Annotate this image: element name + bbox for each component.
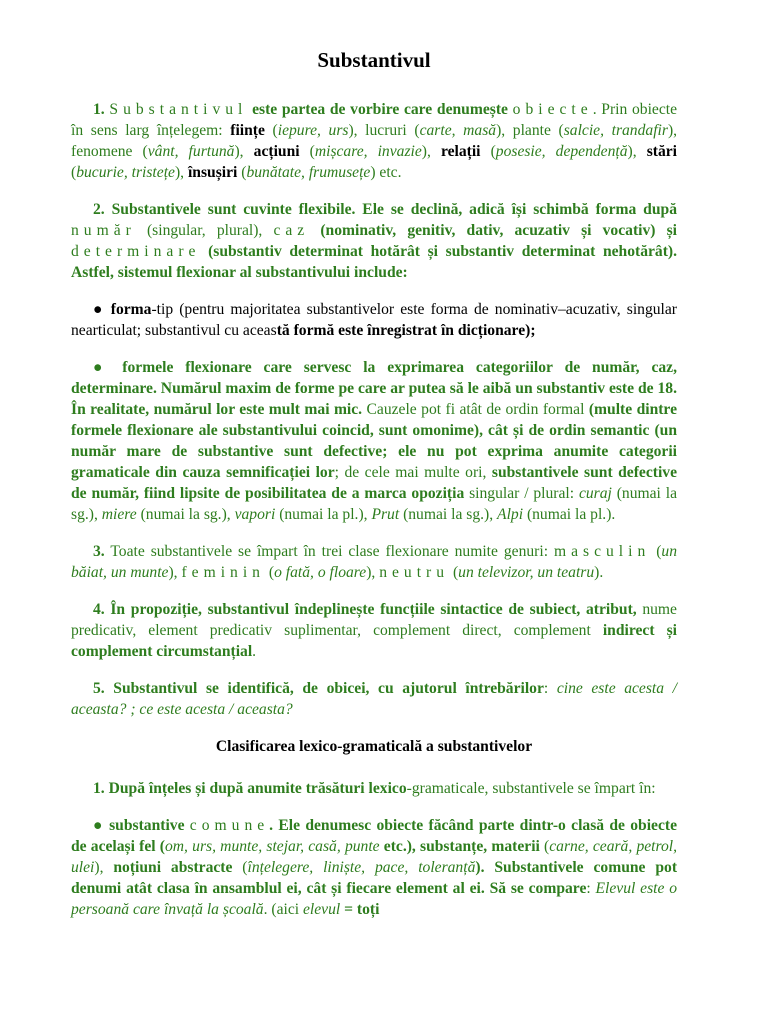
item-number: 1. — [93, 780, 105, 797]
paragraph-3: ● forma-tip (pentru majoritatea substantivelor este forma de nominativ–acuzativ, singular nearticulat; substantivul cu această formă este înregistrat în dicționare); — [71, 301, 677, 339]
term-feminin: feminin — [181, 564, 265, 581]
term-forma: forma — [110, 301, 152, 318]
item-number: 3. — [93, 543, 105, 560]
section-subtitle: Clasificarea lexico-gramaticală a substantivelor — [215, 738, 533, 755]
paragraph-8: 1. După înțeles și după anumite trăsături lexico-gramaticale, substantivele se împart în: — [93, 780, 656, 797]
paragraph-7: 5. Substantivul se identifică, de obicei, cu ajutorul întrebărilor: cine este acesta / aceasta? ; ce este acesta / aceasta? — [71, 680, 677, 718]
paragraph-2: 2. Substantivele sunt cuvinte flexibile. Ele se declină, adică își schimbă forma după număr (singular, plural), caz (nominativ, genitiv, dativ, acuzativ și vocativ) și determinare (substantiv determinat hotărât și substantiv determinat nehotărât). Astfel, sistemul flexionar al substantivului include: — [71, 201, 677, 281]
paragraph-6: 4. În propoziție, substantivul îndeplinește funcțiile sintactice de subiect, atribut, nume predicativ, element predicativ suplimentar, complement direct, complement indirect și complement circumstanțial. — [71, 601, 677, 660]
paragraph-4: ● formele flexionare care servesc la exprimarea categoriilor de număr, caz, determinare. Numărul maxim de forme pe care ar putea să le aibă un substantiv este de 18. În realitate, numărul lor este mult mai mic. Cauzele pot fi atât de ordin formal (multe dintre formele flexionare ale substantivului coincid, sunt omonime), cât și de ordin semantic (un număr mare de substantive sunt defective; ele nu pot exprima anumite categorii gramaticale din cauza semnificației lor; de cele mai multe ori, substantivele sunt defective de număr, fiind lipsite de posibilitatea de a marca opoziția singular / plural: curaj (numai la sg.), miere (numai la sg.), vapori (numai la pl.), Prut (numai la sg.), Alpi (numai la pl.). — [71, 359, 678, 523]
term-substantivul: Substantivul — [109, 101, 248, 118]
paragraph-9: ● substantive comune. Ele denumesc obiecte făcând parte dintr-o clasă de obiecte de același fel (om, urs, munte, stejar, casă, punte etc.), substanțe, materii (carne, ceară, petrol, ulei), noțiuni abstracte (înțelegere, liniște, pace, toleranță). Substantivele comune pot denumi atât clasa în ansamblul ei, cât și fiecare element al ei. Să se compare: Elevul este o persoană care învață la școală. (aici elevul = toți — [71, 817, 678, 918]
term-numar: număr — [71, 222, 136, 239]
item-number: 2. — [93, 201, 105, 218]
term-obiecte: obiecte — [512, 101, 593, 118]
term-neutru: neutru — [379, 564, 450, 581]
term-caz: caz — [273, 222, 310, 239]
item-number: 4. — [93, 601, 105, 618]
item-number: 5. — [93, 680, 105, 697]
page-title: Substantivul — [317, 48, 431, 72]
term-determinare: determinare — [71, 243, 201, 260]
document-page — [71, 40, 677, 936]
term-comune: comune — [189, 817, 270, 834]
paragraph-5: 3. Toate substantivele se împart în trei clase flexionare numite genuri: masculin (un băiat, un munte), feminin (o fată, o floare), neutru (un televizor, un teatru). — [71, 543, 678, 581]
bullet: ● — [93, 301, 105, 318]
paragraph-1: 1. Substantivul este partea de vorbire care denumește obiecte. Prin obiecte în sens larg înțelegem: ființe (iepure, urs), lucruri (carte, masă), plante (salcie, trandafir), fenomene (vânt, furtună), acțiuni (mișcare, invazie), relații (posesie, dependență), stări (bucurie, tristețe), însușiri (bunătate, frumusețe) etc. — [71, 101, 678, 181]
item-number: 1. — [93, 101, 105, 118]
term-masculin: masculin — [553, 543, 651, 560]
identification-questions: cine este acesta / aceasta? ; ce este acesta / aceasta? — [71, 680, 677, 718]
